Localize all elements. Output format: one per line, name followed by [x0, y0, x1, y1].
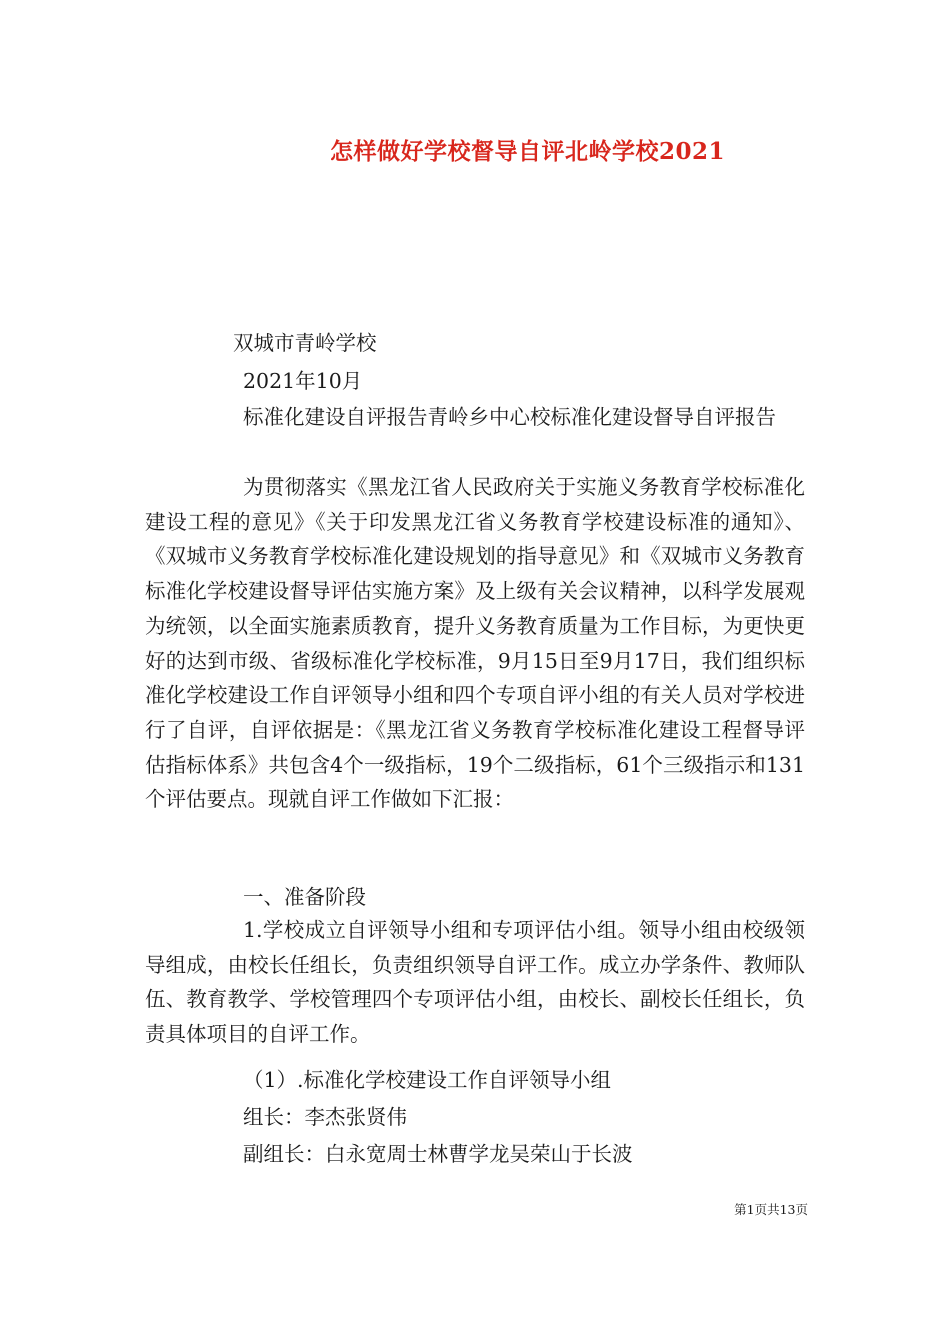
- school-name: 双城市青岭学校: [233, 331, 377, 355]
- page-number: 第1页共13页: [734, 1202, 808, 1217]
- deputy-leader-line: 副组长：白永宽周士林曹学龙吴荣山于长波: [243, 1142, 633, 1166]
- document-date: 2021年10月: [243, 369, 363, 393]
- intro-paragraph: 为贯彻落实《黑龙江省人民政府关于实施义务教育学校标准化建设工程的意见》《关于印发黑龙江省义务教育学校建设标准的通知》、《双城市义务教育学校标准化建设规划的指导意见》和《双城市义务教育标准化学校建设督导评估实施方案》及上级有关会议精神，以科学发展观为统领，以全面实施素质教育，提升义务教育质量为工作目标，为更快更好的达到市级、省级标准化学校标准，9月15日至9月17日，我们组织标准化学校建设工作自评领导小组和四个专项自评小组的有关人员对学校进行了自评，自评依据是：《黑龙江省义务教育学校标准化建设工程督导评估指标体系》共包含4个一级指标，19个二级指标，61个三级指示和131个评估要点。现就自评工作做如下汇报：: [145, 475, 805, 812]
- subtitle-paragraph: 标准化建设自评报告青岭乡中心校标准化建设督导自评报告: [243, 405, 776, 429]
- leader-line: 组长：李杰张贤伟: [243, 1105, 407, 1129]
- subitem-heading: （1）.标准化学校建设工作自评领导小组: [243, 1068, 612, 1092]
- item-1-paragraph: 1.学校成立自评领导小组和专项评估小组。领导小组由校级领导组成，由校长任组长，负责组织领导自评工作。成立办学条件、教师队伍、教育教学、学校管理四个专项评估小组，由校长、副校长任组长，负责具体项目的自评工作。: [145, 918, 805, 1047]
- document-title: 怎样做好学校督导自评北岭学校2021: [330, 138, 726, 165]
- section-heading: 一、准备阶段: [243, 885, 366, 909]
